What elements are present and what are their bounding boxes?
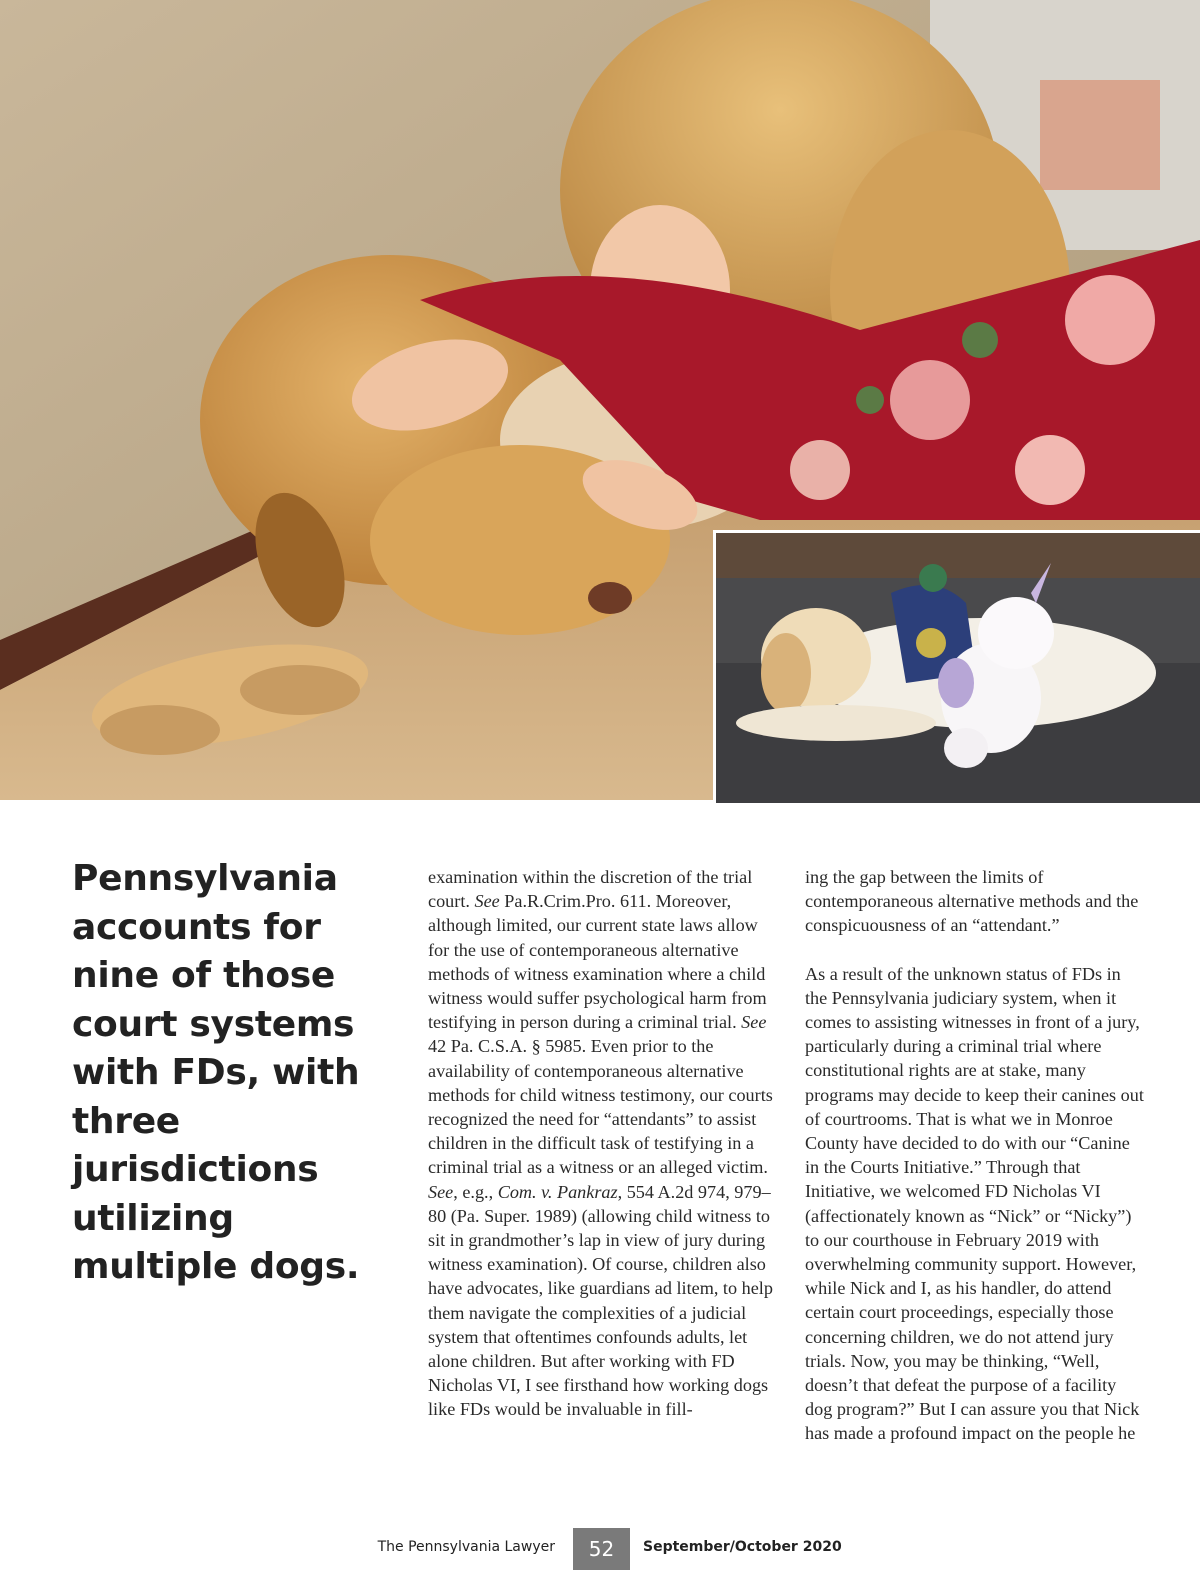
text-run: examination within the discretion of the trial court. bbox=[428, 867, 753, 912]
text-run: , 554 A.2d 974, 979–80 (Pa. Super. 1989) (allowing child witness to sit in grandmother’s lap in view of jury during witness examination). Of course, children also have advocates, like guardians ad litem, to help them navigate the complexities of a judicial system that oftentimes confounds adults, let alone children. But after working with FD Nicholas VI, I see firsthand how working dogs like FDs would be invaluable in fill- bbox=[428, 1181, 773, 1420]
issue-date: September/October 2020 bbox=[643, 1539, 842, 1555]
body-column-left bbox=[428, 865, 773, 1422]
text-run: 42 Pa. C.S.A. § 5985. Even prior to the availability of contemporaneous alternative methods for child witness testimony, our courts recognized the need for “attendants” to assist children in the difficult task of testifying in a criminal trial as a witness or an alleged victim. bbox=[428, 1036, 773, 1178]
citation-signal: See bbox=[474, 891, 500, 912]
citation-signal: See bbox=[741, 1012, 767, 1033]
inset-photo bbox=[713, 530, 1200, 803]
body-column-right bbox=[805, 865, 1145, 1446]
paragraph: As a result of the unknown status of FDs in the Pennsylvania judiciary system, when it comes to assisting witnesses in front of a jury, particularly during a criminal trial where constitutional rights are at stake, many programs may decide to keep their canines out of courtrooms. That is what we in Monroe County have decided to do with our “Canine in the Courts Initiative.” Through that Initiative, we welcomed FD Nicholas VI (affectionately known as “Nick” or “Nicky”) to our courthouse in February 2019 with overwhelming community support. However, while Nick and I, as his handler, do attend certain court proceedings, especially those concerning children, we do not attend jury trials. Now, you may be thinking, “Well, doesn’t that defeat the purpose of a facility dog program?” But I can assure you that Nick has made a profound impact on the people he bbox=[805, 963, 1144, 1444]
text-run: , e.g., bbox=[453, 1181, 498, 1202]
text-run: Pa.R.Crim.Pro. 611. Moreover, although limited, our current state laws allow for the use of contemporaneous alternative methods of witness examination where a child witness would suffer psychological harm from testifying in person during a criminal trial. bbox=[428, 891, 767, 1033]
pull-quote: Pennsylvania accounts for nine of those court systems with FDs, with three jurisdictions utilizing multiple dogs. bbox=[72, 858, 360, 1287]
page-footer bbox=[0, 1528, 1200, 1570]
paragraph: ing the gap between the limits of contemporaneous alternative methods and the conspicuousness of an “attendant.” bbox=[805, 867, 1139, 936]
paragraph bbox=[428, 865, 773, 1422]
facility-dog-photo-icon bbox=[716, 533, 1200, 803]
citation-signal: See bbox=[428, 1181, 454, 1202]
page-number: 52 bbox=[573, 1528, 630, 1570]
publication-name: The Pennsylvania Lawyer bbox=[377, 1539, 555, 1555]
case-name: Com. v. Pankraz bbox=[497, 1181, 618, 1202]
